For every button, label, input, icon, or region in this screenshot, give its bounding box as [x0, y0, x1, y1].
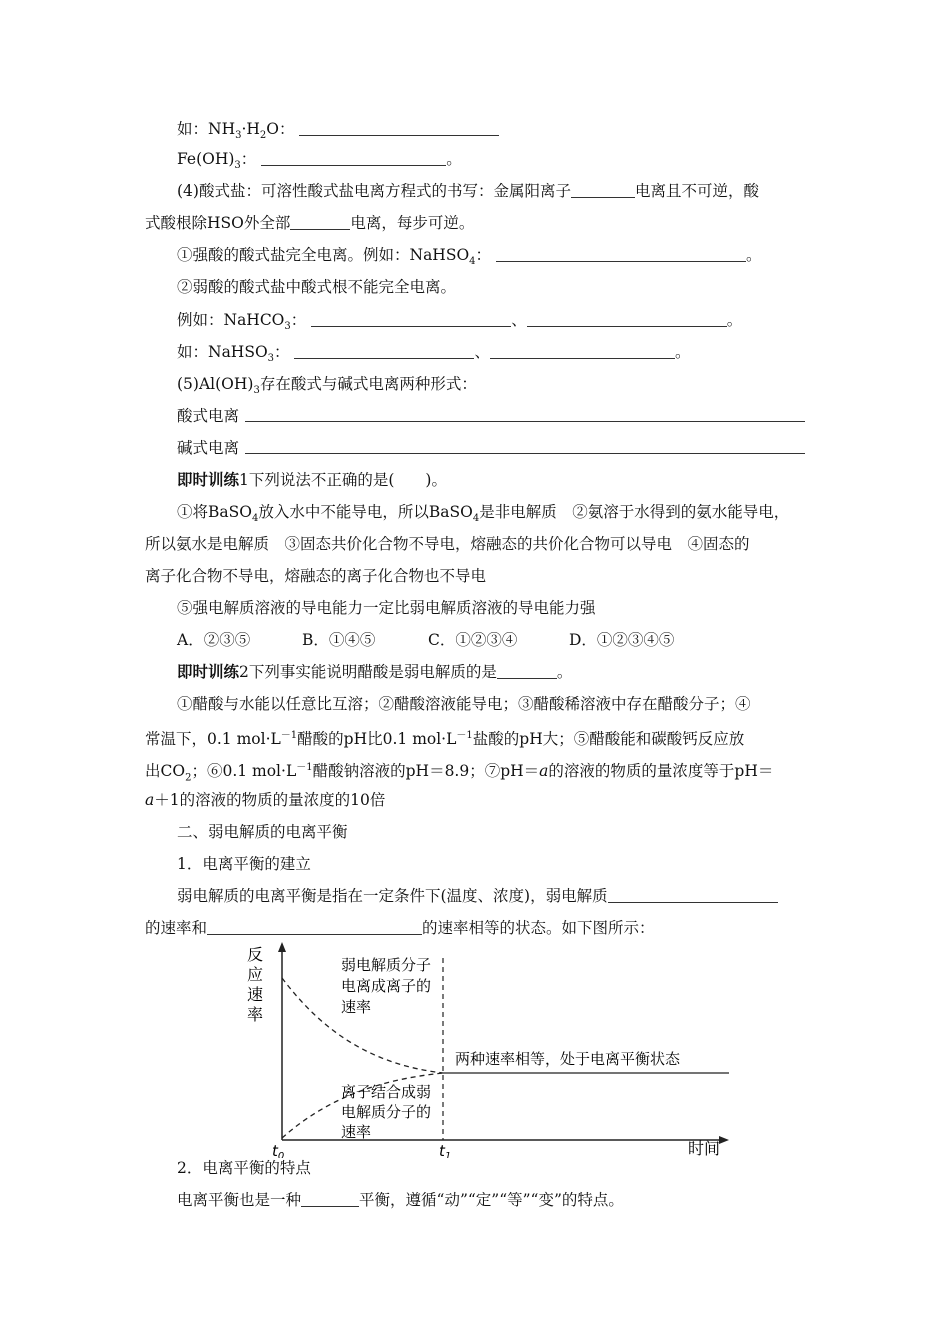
line-aloh3: [177, 373, 477, 402]
subsection-heading: [177, 853, 311, 875]
text: 电离平衡也是一种: [177, 1191, 302, 1209]
line-exercise-1-stmt: [177, 597, 596, 619]
subscript: 2: [259, 130, 267, 142]
text: 醋酸的pH比0.1 mol·L: [297, 730, 457, 749]
line-exercise-2-title: [177, 661, 572, 683]
t1-label: $t_1$: [439, 1142, 452, 1158]
x-axis-label: 时间: [688, 1139, 721, 1158]
y-axis-arrow-icon: [278, 942, 286, 952]
variable: a: [539, 762, 549, 781]
text: 放入水中不能导电，所以BaSO: [258, 503, 473, 521]
text: O：: [266, 120, 295, 138]
subscript: 3: [235, 130, 242, 142]
text: ：: [290, 311, 307, 329]
text: 、: [474, 343, 490, 361]
y-axis-label: 率: [247, 1005, 264, 1024]
line-strong-acid-salt: [177, 244, 762, 273]
superscript: －1: [280, 730, 298, 741]
text: ②弱酸的酸式盐中酸式根不能完全电离。: [177, 278, 457, 296]
text: 酸式电离: [177, 407, 240, 425]
option-a[interactable]: [177, 629, 250, 651]
text: 的速率和: [145, 919, 208, 937]
line-equilibrium-def: [177, 885, 778, 907]
answer-blank[interactable]: [294, 342, 474, 359]
answer-blank[interactable]: [527, 310, 727, 327]
text: 1．电离平衡的建立: [177, 855, 311, 873]
answer-blank[interactable]: [496, 245, 746, 262]
text: 二、弱电解质的电离平衡: [177, 823, 348, 841]
subscript: 2: [185, 772, 192, 784]
recombination-rate-label: 离子结合成弱: [341, 1083, 432, 1101]
text: ·H: [241, 120, 260, 138]
answer-blank[interactable]: [245, 421, 805, 422]
x-axis-arrow-icon: [719, 1136, 729, 1144]
option-label: C．①②③④: [428, 631, 518, 649]
text: 的速率相等的状态。如下图所示：: [422, 919, 655, 937]
line-exercise-1-stmt: [177, 501, 789, 530]
line-exercise-2-stmt: [177, 693, 751, 715]
variable: a: [145, 791, 155, 809]
text: ：: [274, 343, 290, 361]
option-b[interactable]: [302, 629, 375, 651]
answer-blank[interactable]: [299, 119, 499, 136]
text: ＋1的溶液的物质的量浓度的10倍: [154, 791, 386, 809]
subscript: 3: [267, 353, 275, 365]
text: 。: [745, 246, 762, 264]
text: 常温下，0.1 mol·L: [145, 730, 281, 749]
line-feoh3: [177, 148, 462, 177]
text: 1下列说法不正确的是( )。: [239, 471, 447, 489]
text: 电离且不可逆，酸: [634, 182, 759, 200]
text: 存在酸式与碱式电离两种形式：: [259, 375, 477, 393]
line-acid-salt-cont: [145, 212, 474, 234]
answer-blank[interactable]: [311, 310, 511, 327]
text: 。: [446, 150, 462, 168]
line-nahso3: [177, 341, 691, 370]
superscript: －1: [456, 730, 473, 741]
text: 。: [675, 343, 691, 361]
text: 盐酸的pH大；⑤醋酸能和碳酸钙反应放: [472, 730, 745, 749]
option-label: D．①②③④⑤: [569, 631, 675, 649]
line-acid-ionization: [177, 405, 239, 427]
text: 电离，每步可逆。: [350, 214, 475, 232]
text: ：: [240, 150, 257, 168]
section-heading: [177, 821, 348, 843]
line-nh3-h2o: [177, 118, 499, 147]
text: 的溶液的物质的量浓度等于pH＝: [548, 762, 774, 781]
ionization-rate-label: 弱电解质分子: [341, 956, 432, 974]
text: ；⑥0.1 mol·L: [191, 762, 297, 781]
text: 如：NaHSO: [177, 343, 268, 361]
line-exercise-2-stmt: [145, 757, 773, 789]
text: 式酸根除HSO外全部: [145, 214, 291, 232]
y-axis-label: 速: [247, 985, 264, 1004]
recombination-rate-label: 速率: [341, 1123, 372, 1141]
subscript: 4: [472, 513, 480, 525]
line-base-ionization: [177, 437, 239, 459]
answer-blank[interactable]: [207, 918, 422, 935]
y-axis-label: 反: [247, 945, 264, 964]
answer-blank[interactable]: [608, 886, 778, 903]
answer-blank[interactable]: [571, 181, 635, 198]
text: ①醋酸与水能以任意比互溶；②醋酸溶液能导电；③醋酸稀溶液中存在醋酸分子；④: [177, 695, 751, 713]
superscript: －1: [296, 762, 313, 773]
t0-label: $t_0$: [272, 1142, 285, 1158]
text: 是非电解质 ②氨溶于水得到的氨水能导电，: [479, 503, 790, 521]
subscript: 3: [253, 385, 260, 397]
answer-blank[interactable]: [497, 662, 557, 679]
text: 2．电离平衡的特点: [177, 1159, 311, 1177]
text: 2下列事实能说明醋酸是弱电解质的是: [239, 663, 497, 681]
recombination-rate-label: 电解质分子的: [341, 1103, 432, 1121]
option-d[interactable]: [569, 629, 674, 651]
text: (4)酸式盐：可溶性酸式盐电离方程式的书写：金属阳离子: [177, 182, 571, 200]
text: 如：NH: [177, 120, 236, 138]
subscript: 3: [234, 160, 241, 172]
subscript: 4: [251, 513, 259, 525]
answer-blank[interactable]: [290, 213, 350, 230]
option-c[interactable]: [428, 629, 517, 651]
line-exercise-1-stmt: [145, 565, 486, 587]
equilibrium-label: 两种速率相等，处于电离平衡状态: [455, 1050, 681, 1068]
exercise-label: 即时训练: [177, 662, 240, 681]
text: 、: [511, 311, 527, 329]
line-weak-acid-salt: [177, 276, 456, 298]
text: ①将BaSO: [177, 503, 252, 521]
subscript: 3: [284, 321, 291, 333]
answer-blank[interactable]: [261, 149, 446, 166]
text: 离子化合物不导电，熔融态的离子化合物也不导电: [145, 567, 487, 585]
ionization-rate-label: 速率: [341, 998, 372, 1016]
text: 出CO: [145, 762, 186, 781]
line-exercise-2-stmt: [145, 789, 385, 811]
subscript: 4: [469, 256, 476, 268]
text: 。: [556, 663, 573, 681]
line-exercise-1-title: [177, 469, 447, 491]
text: 醋酸钠溶液的pH＝8.9；⑦pH＝: [312, 762, 540, 781]
answer-blank[interactable]: [301, 1190, 359, 1207]
answer-blank[interactable]: [245, 453, 805, 454]
subsection-heading: [177, 1157, 311, 1179]
line-acid-salt-intro: [177, 180, 759, 202]
line-nahco3: [177, 309, 742, 338]
ionization-rate-label: 电离成离子的: [341, 977, 432, 995]
text: ①强酸的酸式盐完全电离。例如：NaHSO: [177, 246, 470, 264]
text: 平衡，遵循“动”“定”“等”“变”的特点。: [359, 1191, 624, 1209]
text: 。: [726, 311, 743, 329]
line-equilibrium-features: [177, 1189, 624, 1211]
text: 例如：NaHCO: [177, 311, 285, 329]
line-exercise-2-stmt: [145, 725, 744, 750]
text: 所以氨水是电解质 ③固态共价化合物不导电，熔融态的共价化合物可以导电 ④固态的: [145, 535, 750, 553]
option-label: B．①④⑤: [302, 631, 376, 649]
text: 碱式电离: [177, 439, 240, 457]
text: Fe(OH): [177, 150, 235, 168]
answer-blank[interactable]: [490, 342, 675, 359]
text: ：: [475, 246, 492, 264]
text: 弱电解质的电离平衡是指在一定条件下(温度、浓度)，弱电解质: [177, 887, 608, 905]
exercise-label: 即时训练: [177, 470, 240, 489]
option-label: A．②③⑤: [177, 631, 251, 649]
ionization-equilibrium-diagram: [245, 940, 735, 1158]
line-exercise-1-stmt: [145, 533, 750, 555]
y-axis-label: 应: [247, 965, 264, 984]
line-equilibrium-def: [145, 917, 655, 939]
text: (5)Al(OH): [177, 375, 254, 393]
text: ⑤强电解质溶液的导电能力一定比弱电解质溶液的导电能力强: [177, 599, 596, 617]
